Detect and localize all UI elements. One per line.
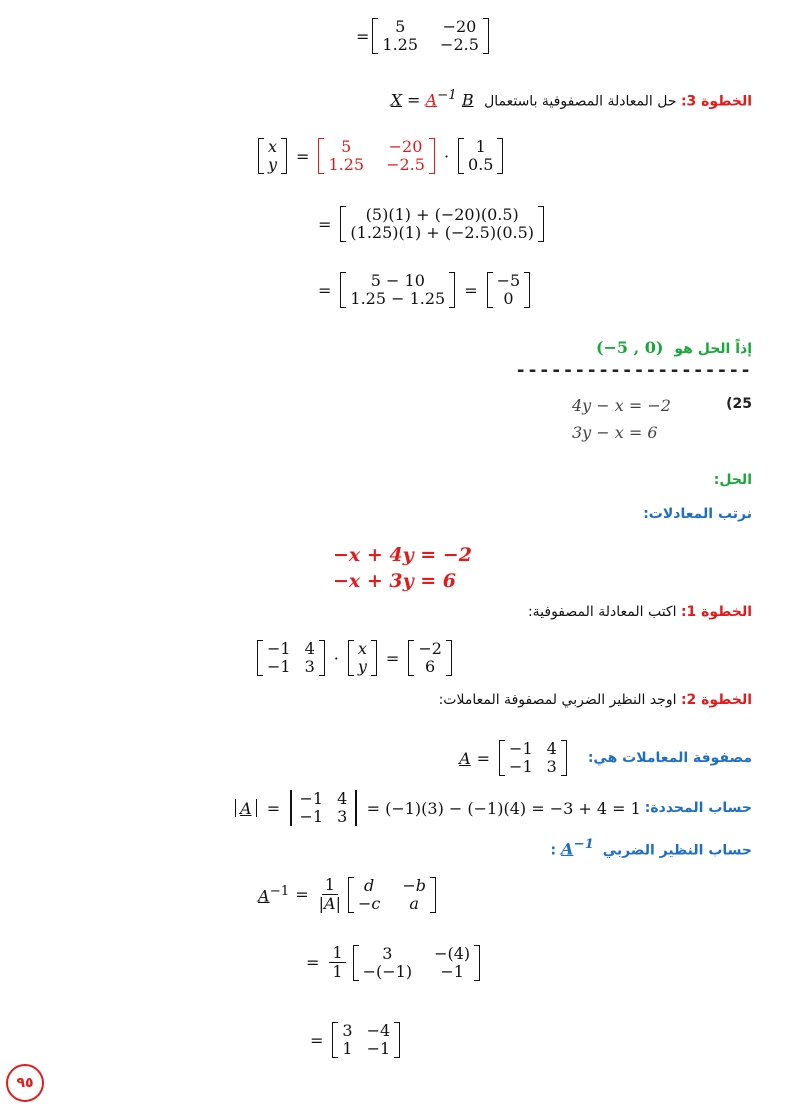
equals-sign: = — [296, 146, 310, 166]
equals-sign: = — [295, 885, 309, 904]
step3-formula: $X = A^{-1}$ B — [390, 88, 474, 110]
matrix — [372, 18, 488, 54]
cell: −(4) — [434, 943, 471, 963]
cell: −1 — [299, 807, 324, 826]
equals-sign: = — [476, 748, 491, 768]
cell: −b — [402, 875, 426, 895]
var-a: A — [239, 798, 252, 818]
substitution-line — [300, 944, 483, 981]
coefficient-line — [459, 740, 752, 776]
page-number: ٩٥ — [16, 1075, 34, 1091]
denominator: |A| — [318, 894, 341, 913]
result-matrix-line — [356, 18, 492, 54]
equals-sign: = — [306, 953, 320, 972]
equation: 3y − x = 6 — [572, 423, 658, 442]
cell: −2.5 — [386, 155, 425, 174]
cell: 3 — [546, 757, 557, 776]
cell: 1.25 — [328, 155, 365, 174]
equals-sign: = — [356, 26, 370, 46]
inverse-text: حساب النظير الضربي — [602, 842, 752, 859]
multiplication-line — [255, 138, 506, 174]
simplified-line — [312, 272, 533, 308]
var-x: X — [390, 90, 402, 110]
step-text: حل المعادلة المصفوفية باستعمال — [484, 93, 677, 110]
cell: −1 — [440, 961, 464, 981]
cell: −1 — [509, 757, 533, 776]
solution-value: (−5 , 0) — [595, 338, 664, 357]
cell: 5 — [341, 137, 352, 156]
fraction — [319, 876, 341, 913]
var-a: A — [258, 886, 270, 906]
superscript: −1 — [269, 883, 290, 899]
expanded-line — [312, 206, 547, 242]
cell: x — [268, 137, 278, 156]
cell: −5 — [496, 271, 521, 290]
final-inverse-line — [304, 1022, 403, 1058]
cell: 1 — [342, 1039, 353, 1058]
expanded-vector — [340, 206, 544, 242]
matrix — [499, 740, 567, 776]
cell: −c — [357, 893, 381, 913]
var-b: B — [461, 90, 474, 110]
cell: −(−1) — [362, 961, 413, 981]
step-label: الخطوة 1: — [680, 604, 752, 620]
matrix — [332, 1022, 400, 1058]
step3-heading — [391, 88, 752, 109]
reordered-equations — [333, 542, 472, 594]
cell: −1 — [299, 789, 324, 808]
dot-operator: · — [443, 146, 450, 166]
equals-sign: = — [310, 1030, 324, 1050]
result-vector — [487, 272, 531, 308]
cell: 5 − 10 — [370, 271, 425, 290]
determinant-line — [231, 790, 752, 826]
cell: 0.5 — [468, 155, 494, 174]
solution-label: إذاً الحل هو — [674, 341, 752, 357]
matrix-cell: −20 — [442, 17, 477, 36]
equation: −x + 4y = −2 — [333, 544, 472, 566]
problem-25 — [572, 396, 752, 442]
cell: 3 — [304, 657, 315, 676]
problem-number: (25 — [726, 396, 752, 412]
reorder-heading: نرتب المعادلات: — [643, 506, 752, 522]
b-vector — [458, 138, 503, 174]
cell: d — [364, 875, 375, 895]
step-label: الخطوة 3: — [680, 93, 752, 110]
simplified-vector — [340, 272, 455, 308]
cell: −4 — [366, 1021, 391, 1040]
cell: 3 — [337, 807, 348, 826]
superscript: −1 — [437, 88, 457, 103]
cell: 3 — [342, 1021, 353, 1040]
xy-vector — [258, 138, 287, 174]
numerator: 1 — [329, 944, 345, 963]
step2-heading — [439, 692, 752, 708]
det-label: حساب المحددة: — [644, 800, 752, 816]
cell: (5)(1) + (−20)(0.5) — [365, 205, 519, 224]
equals-sign: = — [464, 280, 478, 300]
colon: : — [550, 842, 557, 859]
var-a: A — [459, 748, 471, 768]
matrix-cell: −2.5 — [440, 35, 479, 54]
cell: 6 — [425, 657, 436, 676]
step-label: الخطوة 2: — [680, 692, 752, 708]
inverse-heading — [551, 836, 752, 858]
matrix-cell: 1.25 — [382, 35, 419, 54]
inverse-formula — [258, 876, 439, 913]
det-matrix — [286, 790, 360, 826]
denominator: 1 — [332, 962, 343, 981]
var-a: A — [561, 839, 574, 859]
cell: −1 — [509, 739, 533, 758]
equals-sign: = — [266, 798, 281, 818]
step1-heading — [528, 604, 752, 620]
superscript: −1 — [573, 836, 594, 852]
constant-vector — [408, 640, 452, 676]
numerator: 1 — [322, 876, 338, 895]
cell: 0 — [503, 289, 514, 308]
equals-sign: = — [318, 214, 332, 234]
matrix-cell: 5 — [395, 17, 406, 36]
step-text: اكتب المعادلة المصفوفية: — [527, 604, 677, 620]
cell: a — [409, 893, 419, 913]
cell: −1 — [366, 1039, 391, 1058]
cell: y — [268, 155, 278, 174]
fraction — [329, 944, 345, 981]
dot-operator: · — [333, 648, 339, 668]
cell: 4 — [304, 639, 315, 658]
cell: x — [357, 639, 367, 658]
solution-line-1 — [596, 338, 752, 357]
page-number-badge — [6, 1064, 44, 1102]
equation: −x + 3y = 6 — [333, 570, 457, 592]
cell: 1.25 − 1.25 — [350, 289, 446, 308]
matrix — [353, 945, 481, 981]
equation: 4y − x = −2 — [572, 396, 671, 415]
det-expression: = (−1)(3) − (−1)(4) = −3 + 4 = 1 — [366, 798, 641, 818]
cell: y — [357, 657, 367, 676]
equals-sign: = — [318, 280, 332, 300]
var-a: A — [425, 90, 438, 110]
inverse-matrix — [318, 138, 434, 174]
cell: −1 — [267, 639, 291, 658]
cell: −1 — [267, 657, 291, 676]
cell: −2 — [418, 639, 442, 658]
coefficient-matrix — [257, 640, 325, 676]
cell: 1 — [475, 137, 486, 156]
cell: 4 — [546, 739, 557, 758]
coeff-label: مصفوفة المعاملات هي: — [587, 750, 752, 766]
step-text: اوجد النظير الضربي لمصفوفة المعاملات: — [438, 692, 677, 708]
solution-heading: الحل: — [713, 472, 752, 488]
divider: -------------------- — [515, 360, 752, 381]
cell: (1.25)(1) + (−2.5)(0.5) — [350, 223, 535, 242]
cell: 3 — [382, 943, 393, 963]
xy-vector — [348, 640, 377, 676]
cell: −20 — [388, 137, 423, 156]
cell: 4 — [337, 789, 348, 808]
adjugate-matrix — [348, 877, 436, 913]
equals-sign: = — [385, 648, 400, 668]
matrix-equation — [254, 640, 455, 676]
